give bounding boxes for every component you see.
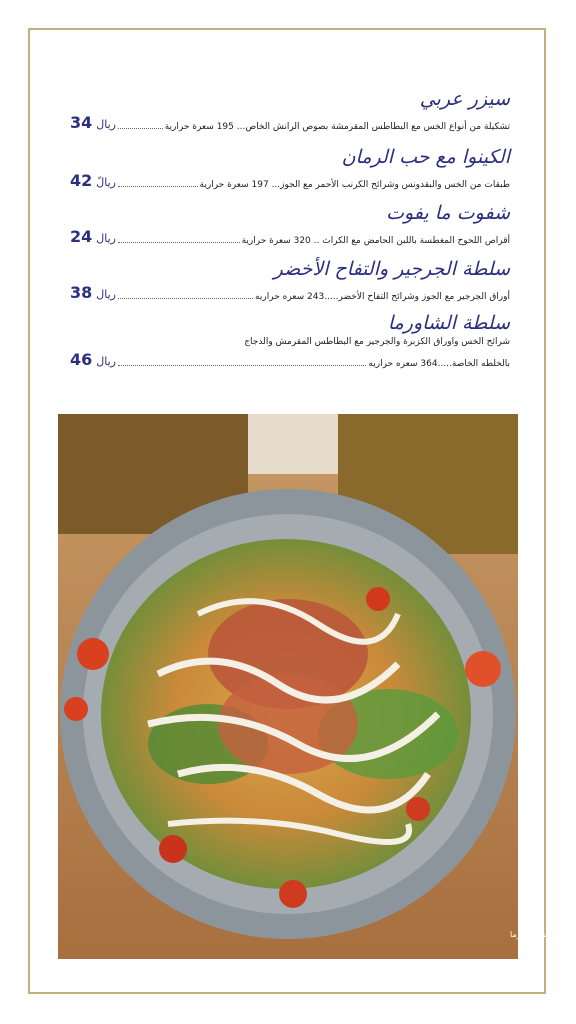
price-value: 24 bbox=[70, 227, 93, 246]
item-price bbox=[70, 350, 116, 369]
item-price bbox=[70, 113, 116, 132]
salad-photo bbox=[58, 414, 562, 959]
price-currency: ريال bbox=[96, 232, 116, 245]
menu-item-arugula-apple bbox=[70, 258, 510, 302]
price-value: 42 bbox=[70, 171, 93, 190]
item-price bbox=[70, 283, 116, 302]
item-name: سلطة الجرجير والتفاح الأخضر bbox=[273, 258, 510, 280]
price-value: 38 bbox=[70, 283, 93, 302]
item-description: تشكيلة من أنواع الخس مع البطاطس المقرمشة بصوص الرانش الخاص... 195 سعرة حرارية bbox=[164, 122, 510, 132]
item-price bbox=[70, 171, 116, 190]
item-description: شرائح الخس واوراق الكزبرة والجرجير مع البطاطس المقرمش والدجاج bbox=[244, 337, 510, 347]
dotted-leader bbox=[118, 186, 198, 187]
price-value: 46 bbox=[70, 350, 93, 369]
item-description-line2: بالخلطه الخاصة.....364 سعره حراريه bbox=[368, 359, 510, 369]
menu-item-shawarma-salad bbox=[70, 312, 510, 369]
price-currency: ريال bbox=[96, 355, 116, 368]
price-currency: ريال bbox=[96, 118, 116, 131]
photo-caption: سلطة الشاورما bbox=[510, 930, 562, 939]
menu-item-caesar bbox=[70, 88, 510, 132]
item-price bbox=[70, 227, 116, 246]
item-description: أقراص اللحوح المغطسة باللبن الحامض مع الكراث .. 320 سعرة حرارية bbox=[241, 236, 510, 246]
dotted-leader bbox=[118, 298, 253, 299]
item-name: شفوت ما يفوت bbox=[386, 202, 510, 224]
item-name: الكينوا مع حب الرمان bbox=[341, 146, 510, 168]
item-name: سيزر عربي bbox=[419, 88, 510, 110]
item-description: طبقات من الخس والبقدونس وشرائح الكرنب الأحمر مع الجوز... 197 سعرة حرارية bbox=[199, 180, 510, 190]
item-name: سلطة الشاورما bbox=[387, 312, 510, 334]
salad-illustration bbox=[58, 414, 562, 959]
dotted-leader bbox=[118, 365, 366, 366]
price-value: 34 bbox=[70, 113, 93, 132]
price-currency: ريالً bbox=[96, 176, 116, 189]
dotted-leader bbox=[118, 128, 163, 129]
price-currency: ريال bbox=[96, 288, 116, 301]
dotted-leader bbox=[118, 242, 240, 243]
item-description: أوراق الجرجير مع الجوز وشرائح التفاح الأخضر.....243 سعره حراريه bbox=[255, 292, 510, 302]
menu-item-shafoot bbox=[70, 202, 510, 246]
menu-item-quinoa bbox=[70, 146, 510, 190]
